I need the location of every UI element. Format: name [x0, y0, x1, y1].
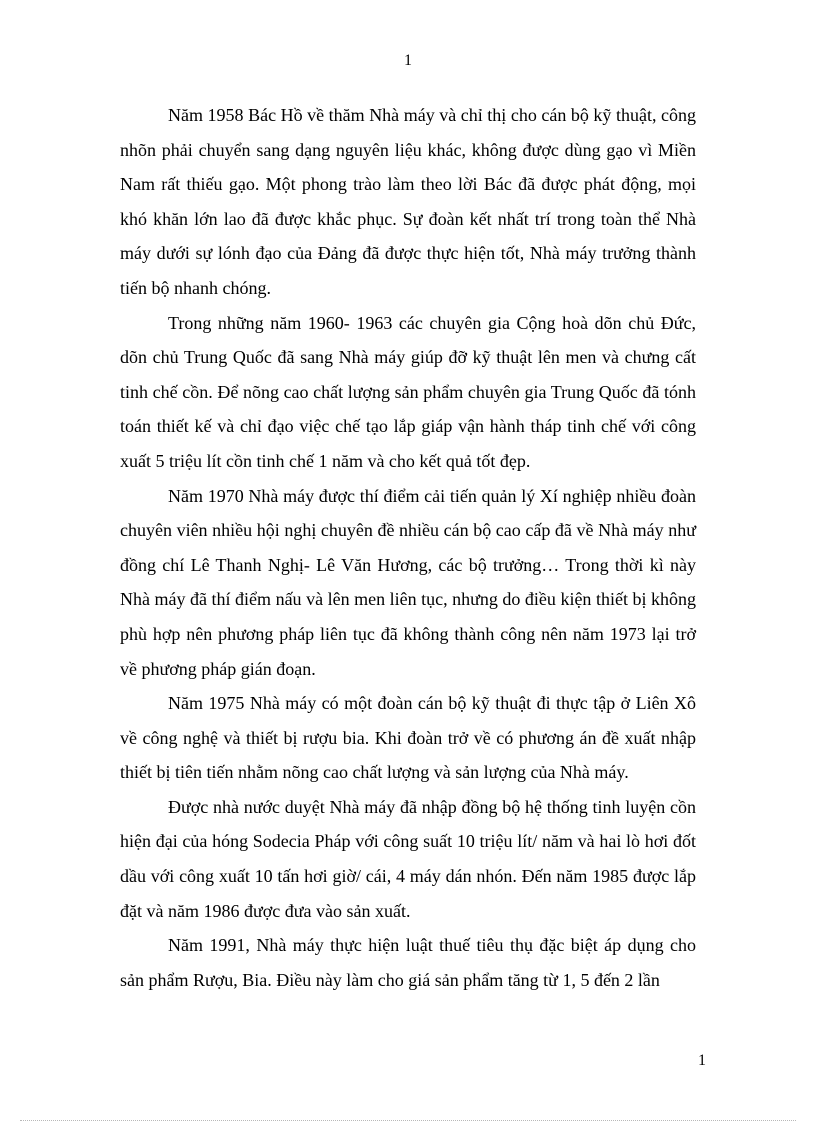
page-bottom-divider: [20, 1120, 796, 1121]
paragraph: Được nhà nước duyệt Nhà máy đã nhập đồng bộ hệ thống tinh luyện cồn hiện đại của hóng Sodecia Pháp với công suất 10 triệu lít/ năm và hai lò hơi đốt dầu với công xuất 10 tấn hơi giờ/ cái, 4 máy dán nhón. Đến năm 1985 được lắp đặt và năm 1986 được đưa vào sản xuất.: [120, 796, 696, 921]
paragraph: Trong những năm 1960- 1963 các chuyên gia Cộng hoà dõn chủ Đức, dõn chủ Trung Quốc đã sang Nhà máy giúp đỡ kỹ thuật lên men và chưng cất tinh chế cồn. Để nõng cao chất lượng sản phẩm chuyên gia Trung Quốc đã tónh toán thiết kế và chỉ đạo việc chế tạo lắp giáp vận hành tháp tinh chế với công xuất 5 triệu lít cồn tinh chế 1 năm và cho kết quả tốt đẹp.: [120, 312, 696, 471]
page-number-footer: 1: [698, 1052, 706, 1069]
paragraph: Năm 1958 Bác Hồ về thăm Nhà máy và chỉ thị cho cán bộ kỹ thuật, công nhõn phải chuyển sang dạng nguyên liệu khác, không được dùng gạo vì Miền Nam rất thiếu gạo. Một phong trào làm theo lời Bác đã được phát động, mọi khó khăn lớn lao đã được khắc phục. Sự đoàn kết nhất trí trong toàn thể Nhà máy dưới sự lónh đạo của Đảng đã được thực hiện tốt, Nhà máy trưởng thành tiến bộ nhanh chóng.: [120, 105, 696, 298]
paragraph: Năm 1991, Nhà máy thực hiện luật thuế tiêu thụ đặc biệt áp dụng cho sản phẩm Rượu, Bia. Điều này làm cho giá sản phẩm tăng từ 1, 5 đến 2 lần: [120, 935, 696, 990]
paragraph: Năm 1975 Nhà máy có một đoàn cán bộ kỹ thuật đi thực tập ở Liên Xô về công nghệ và thiết bị rượu bia. Khi đoàn trở về có phương án đề xuất nhập thiết bị tiên tiến nhằm nõng cao chất lượng và sản lượng của Nhà máy.: [120, 693, 696, 783]
page-number-header: 1: [404, 52, 412, 69]
body-text: [120, 98, 696, 997]
paragraph: Năm 1970 Nhà máy được thí điểm cải tiến quản lý Xí nghiệp nhiều đoàn chuyên viên nhiều hội nghị chuyên đề nhiều cán bộ cao cấp đã về Nhà máy như đồng chí Lê Thanh Nghị- Lê Văn Hương, các bộ trưởng… Trong thời kì này Nhà máy đã thí điểm nấu và lên men liên tục, nhưng do điều kiện thiết bị không phù hợp nên phương pháp liên tục đã không thành công nên năm 1973 lại trở về phương pháp gián đoạn.: [120, 485, 696, 679]
